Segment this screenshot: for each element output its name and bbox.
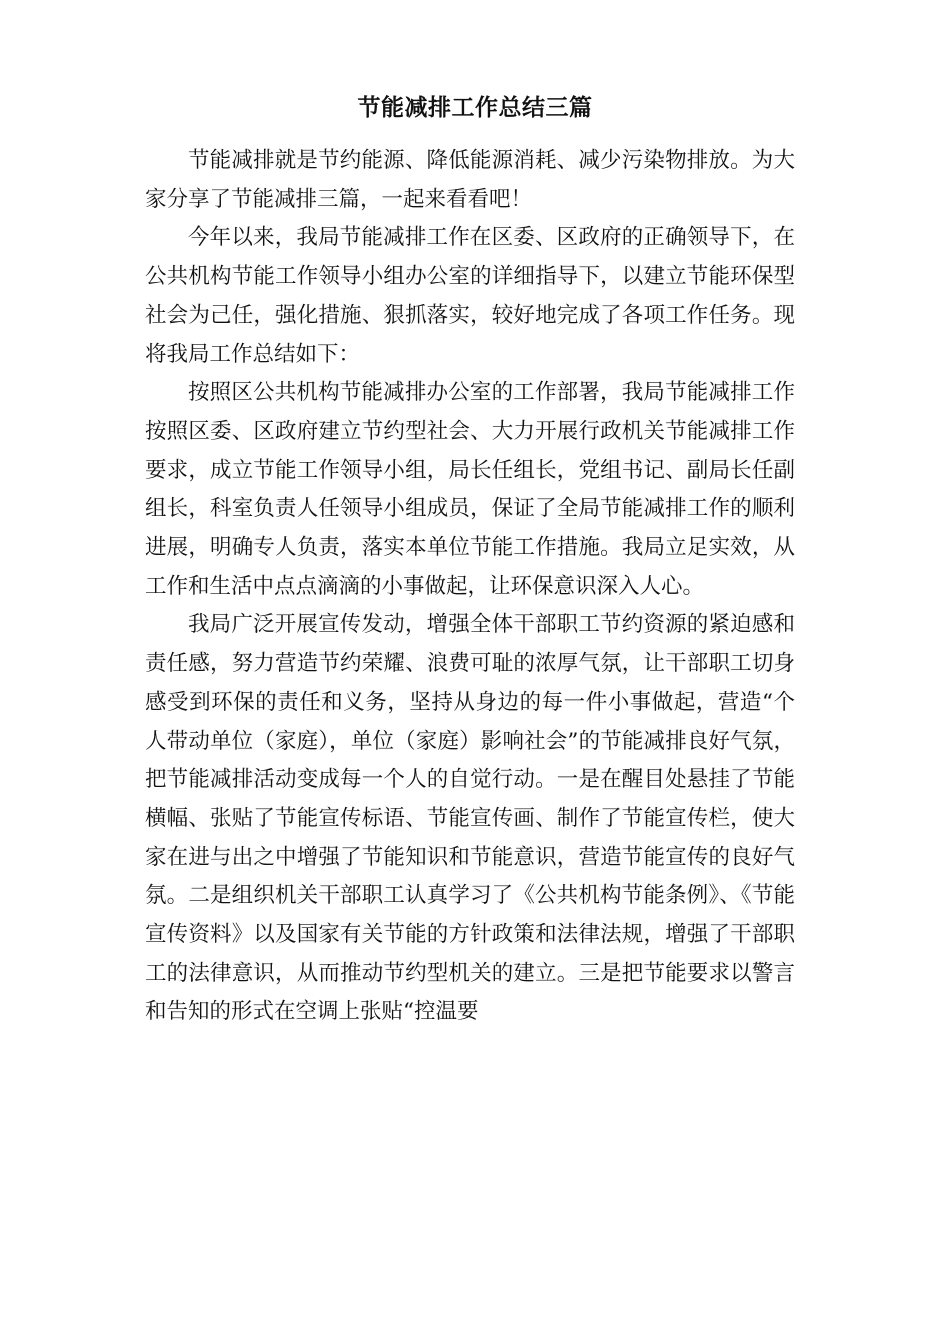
- document-title: 节能减排工作总结三篇: [357, 94, 593, 121]
- paragraph-publicity: 我局广泛开展宣传发动，增强全体干部职工节约资源的紧迫感和责任感，努力营造节约荣耀、浪费可耻的浓厚气氛，让干部职工切身感受到环保的责任和义务，坚持从身边的每一件小事做起，营造“个人带动单位（家庭），单位（家庭）影响社会”的节能减排良好气氛，把节能减排活动变成每一个人的自觉行动。一是在醒目处悬挂了节能横幅、张贴了节能宣传标语、节能宣传画、制作了节能宣传栏，使大家在进与出之中增强了节能知识和节能意识，营造节能宣传的良好气氛。二是组织机关干部职工认真学习了《公共机构节能条例》、《节能宣传资料》以及国家有关节能的方针政策和法律法规，增强了干部职工的法律意识，从而推动节约型机关的建立。三是把节能要求以警言和告知的形式在空调上张贴“控温要: [145, 612, 795, 1025]
- paragraph-organization: 按照区公共机构节能减排办公室的工作部署，我局节能减排工作按照区委、区政府建立节约型社会、大力开展行政机关节能减排工作要求，成立节能工作领导小组，局长任组长，党组书记、副局长任副组长，科室负责人任领导小组成员，保证了全局节能减排工作的顺利进展，明确专人负责，落实本单位节能工作措施。我局立足实效，从工作和生活中点点滴滴的小事做起，让环保意识深入人心。: [145, 380, 795, 599]
- paragraph-overview: 今年以来，我局节能减排工作在区委、区政府的正确领导下，在公共机构节能工作领导小组办公室的详细指导下，以建立节能环保型社会为己任，强化措施、狠抓落实，较好地完成了各项工作任务。现将我局工作总结如下：: [145, 225, 795, 367]
- document-body: [145, 142, 795, 1032]
- paragraph-intro: 节能减排就是节约能源、降低能源消耗、减少污染物排放。为大家分享了节能减排三篇，一起来看看吧！: [145, 148, 795, 212]
